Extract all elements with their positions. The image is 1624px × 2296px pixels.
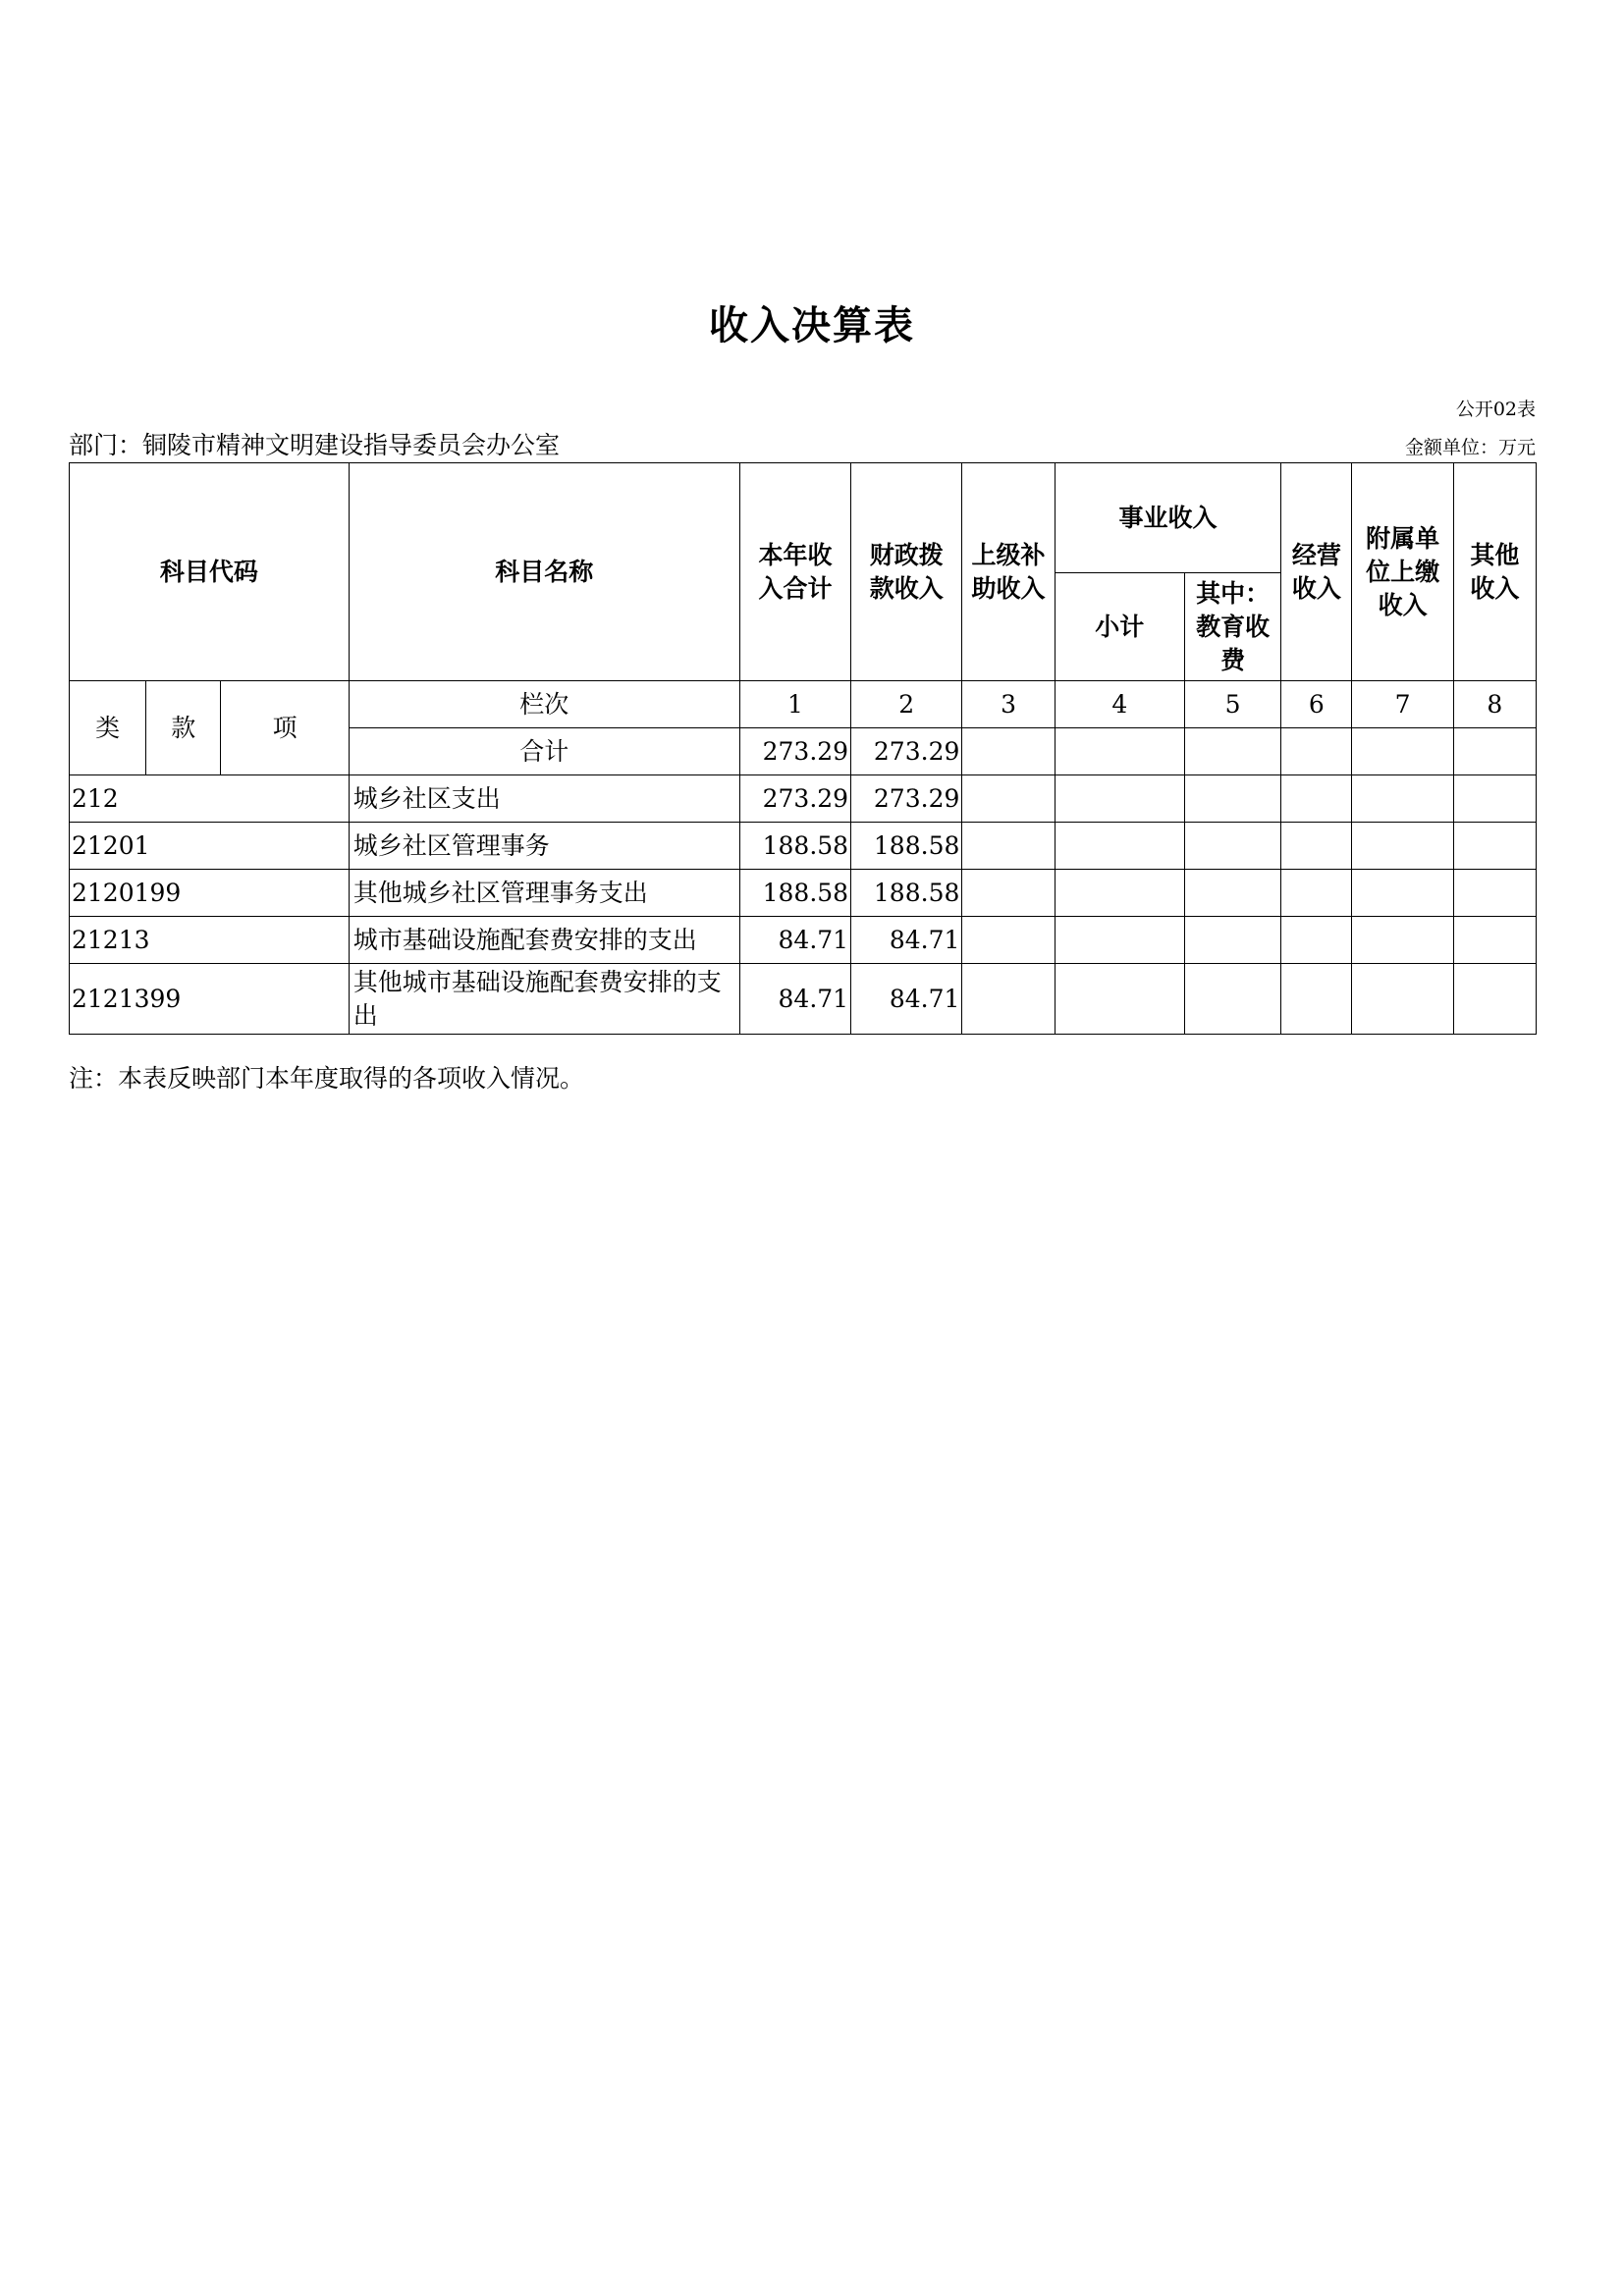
row-fiscal: 84.71 bbox=[851, 964, 962, 1035]
table-row bbox=[70, 870, 1537, 917]
row-total: 84.71 bbox=[739, 964, 850, 1035]
department-label: 部门：铜陵市精神文明建设指导委员会办公室 bbox=[69, 431, 561, 459]
column-number: 6 bbox=[1281, 681, 1352, 728]
row-code: 21213 bbox=[70, 917, 350, 964]
income-table bbox=[69, 462, 1537, 1035]
header-code: 科目代码 bbox=[70, 463, 350, 681]
row-code: 21201 bbox=[70, 823, 350, 870]
row-total: 188.58 bbox=[739, 823, 850, 870]
header-business: 事业收入 bbox=[1055, 463, 1281, 573]
row-fiscal: 273.29 bbox=[851, 775, 962, 823]
row-code: 2121399 bbox=[70, 964, 350, 1035]
row-name: 城乡社区支出 bbox=[349, 775, 739, 823]
table-note: 注：本表反映部门本年度取得的各项收入情况。 bbox=[69, 1064, 585, 1093]
header-xiang: 项 bbox=[221, 681, 349, 775]
row-name: 城乡社区管理事务 bbox=[349, 823, 739, 870]
row-name: 其他城市基础设施配套费安排的支出 bbox=[349, 964, 739, 1035]
header-fiscal: 财政拨款收入 bbox=[851, 463, 962, 681]
header-superior: 上级补助收入 bbox=[962, 463, 1055, 681]
row-fiscal: 188.58 bbox=[851, 870, 962, 917]
total-amount: 273.29 bbox=[739, 728, 850, 775]
table-row bbox=[70, 775, 1537, 823]
row-total: 84.71 bbox=[739, 917, 850, 964]
row-code: 212 bbox=[70, 775, 350, 823]
column-number: 4 bbox=[1055, 681, 1184, 728]
column-number: 5 bbox=[1184, 681, 1280, 728]
row-name: 城市基础设施配套费安排的支出 bbox=[349, 917, 739, 964]
form-number: 公开02表 bbox=[1455, 399, 1536, 420]
column-number: 1 bbox=[739, 681, 850, 728]
row-code: 2120199 bbox=[70, 870, 350, 917]
header-lanci: 栏次 bbox=[349, 681, 739, 728]
row-total: 188.58 bbox=[739, 870, 850, 917]
header-total: 本年收入合计 bbox=[739, 463, 850, 681]
row-total: 273.29 bbox=[739, 775, 850, 823]
header-other: 其他收入 bbox=[1453, 463, 1536, 681]
header-row bbox=[70, 463, 1537, 573]
amount-unit: 金额单位：万元 bbox=[1404, 437, 1536, 458]
header-subtotal: 小计 bbox=[1055, 573, 1184, 681]
column-number: 2 bbox=[851, 681, 962, 728]
header-kuan: 款 bbox=[146, 681, 221, 775]
column-number: 7 bbox=[1352, 681, 1453, 728]
table-row bbox=[70, 964, 1537, 1035]
page-title: 收入决算表 bbox=[709, 303, 915, 348]
total-fiscal: 273.29 bbox=[851, 728, 962, 775]
row-name: 其他城乡社区管理事务支出 bbox=[349, 870, 739, 917]
row-fiscal: 188.58 bbox=[851, 823, 962, 870]
header-operating: 经营收入 bbox=[1281, 463, 1352, 681]
row-fiscal: 84.71 bbox=[851, 917, 962, 964]
header-affiliated: 附属单位上缴收入 bbox=[1352, 463, 1453, 681]
header-edu-fee: 其中：教育收费 bbox=[1184, 573, 1280, 681]
header-name: 科目名称 bbox=[349, 463, 739, 681]
column-number: 3 bbox=[962, 681, 1055, 728]
column-number: 8 bbox=[1453, 681, 1536, 728]
table-row bbox=[70, 823, 1537, 870]
header-lei: 类 bbox=[70, 681, 146, 775]
column-number-row bbox=[70, 681, 1537, 728]
table-row bbox=[70, 917, 1537, 964]
total-label: 合计 bbox=[349, 728, 739, 775]
